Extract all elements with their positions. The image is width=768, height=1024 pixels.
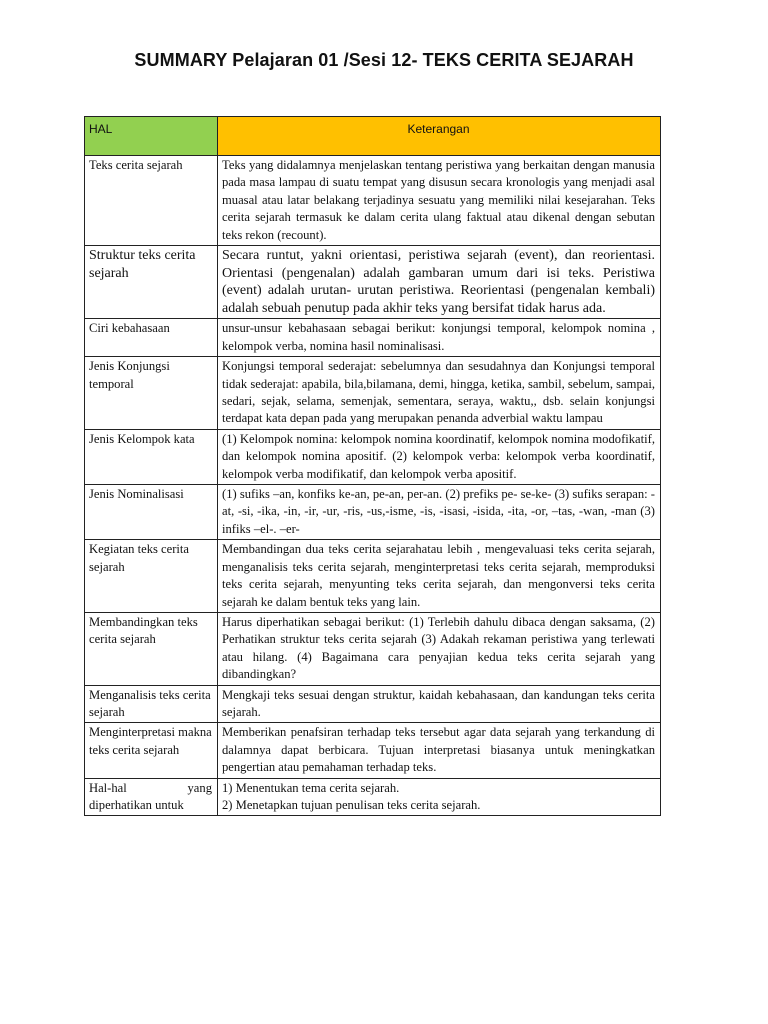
header-keterangan: Keterangan (218, 117, 661, 156)
row-description: Mengkaji teks sesuai dengan struktur, kaidah kebahasaan, dan kandungan teks cerita sejarah. (218, 685, 661, 723)
summary-table (84, 116, 661, 816)
list-item: 1) Menentukan tema cerita sejarah. (222, 780, 400, 795)
row-description: (1) Kelompok nomina: kelompok nomina koordinatif, kelompok nomina modofikatif, dan kelompok nomina apositif. (2) kelompok verba: kelompok verba koordinatif, kelompok verba modifikatif, dan kelompok verba apositif. (218, 429, 661, 484)
table-row (85, 540, 661, 613)
row-description: Konjungsi temporal sederajat: sebelumnya dan sesudahnya dan Konjungsi temporal tidak sederajat: apabila, bila,bilamana, demi, hingga, ketika, sambil, sebelum, sampai, sedari, sejak, selama, semenjak, sementara, seraya, waktu,, dsb. selain konjungsi terdapat kata depan pada yang merupakan penanda adverbial waktu lampau (218, 357, 661, 430)
row-description (218, 778, 661, 816)
list-item: 2) Menetapkan tujuan penulisan teks cerita sejarah. (222, 797, 481, 812)
row-label: Teks cerita sejarah (85, 156, 218, 246)
row-label: Menginterpretasi makna teks cerita sejarah (85, 723, 218, 778)
header-hal: HAL (85, 117, 218, 156)
row-description: Membandingan dua teks cerita sejarahatau lebih , mengevaluasi teks cerita sejarah, menganalisis teks cerita sejarah, menginterpretasi teks cerita sejarah, memproduksi teks cerita sejarah, menyunting teks cerita sejarah, dan mengonversi teks cerita sejarah ke dalam bentuk teks yang lain. (218, 540, 661, 613)
row-label: Menganalisis teks cerita sejarah (85, 685, 218, 723)
row-label: Struktur teks cerita sejarah (85, 246, 218, 319)
table-row (85, 485, 661, 540)
row-description: Harus diperhatikan sebagai berikut: (1) Terlebih dahulu dibaca dengan saksama, (2) Perhatikan struktur teks cerita sejarah (3) Adakah rekaman peristiwa yang terlewati atau hilang. (4) Bagaimana cara penyajian kedua teks cerita sejarah yang dibandingkan? (218, 612, 661, 685)
row-label: Jenis Konjungsi temporal (85, 357, 218, 430)
row-label: Ciri kebahasaan (85, 319, 218, 357)
row-description: Secara runtut, yakni orientasi, peristiwa sejarah (event), dan reorientasi. Orientasi (pengenalan) adalah gambaran umum dari isi teks. Peristiwa (event) adalah urutan- urutan peristiwa. Reorientasi (pengenalan kembali) adalah sebuah penutup pada akhir teks yang bersifat tidak harus ada. (218, 246, 661, 319)
table-header-row (85, 117, 661, 156)
row-label: Jenis Kelompok kata (85, 429, 218, 484)
table-row (85, 612, 661, 685)
table-row (85, 319, 661, 357)
row-description: unsur-unsur kebahasaan sebagai berikut: konjungsi temporal, kelompok nomina , kelompok verba, nomina hasil nominalisasi. (218, 319, 661, 357)
table-row (85, 723, 661, 778)
document-title: SUMMARY Pelajaran 01 /Sesi 12- TEKS CERITA SEJARAH (134, 50, 634, 70)
row-description: Teks yang didalamnya menjelaskan tentang peristiwa yang berkaitan dengan manusia pada masa lampau di suatu tempat yang disusun secara kronologis yang menjadi asal muasal atau latar belakang terjadinya sesuatu yang memiliki nilai kesejarahan. Teks cerita sejarah termasuk ke dalam cerita ulang faktual atau dikenal dengan sebutan teks rekon (recount). (218, 156, 661, 246)
table-row (85, 429, 661, 484)
row-label: Kegiatan teks cerita sejarah (85, 540, 218, 613)
table-row (85, 778, 661, 816)
row-label: Membandingkan teks cerita sejarah (85, 612, 218, 685)
table-row (85, 246, 661, 319)
table-row (85, 156, 661, 246)
row-label: Jenis Nominalisasi (85, 485, 218, 540)
row-description: Memberikan penafsiran terhadap teks tersebut agar data sejarah yang terkandung di dalamnya dapat berbicara. Tujuan interpretasi biasanya untuk meningkatkan pengertian atau pemahaman terhadap teks. (218, 723, 661, 778)
table-row (85, 685, 661, 723)
table-row (85, 357, 661, 430)
row-description: (1) sufiks –an, konfiks ke-an, pe-an, per-an. (2) prefiks pe- se-ke- (3) sufiks serapan: -at, -si, -ika, -in, -ir, -ur, -ris, -us,-isme, -is, -isasi, -isida, -ita, -or, –tas, -wan, -man (3) infiks –el-. –er- (218, 485, 661, 540)
row-label: Hal-hal yang diperhatikan untuk (85, 778, 218, 816)
